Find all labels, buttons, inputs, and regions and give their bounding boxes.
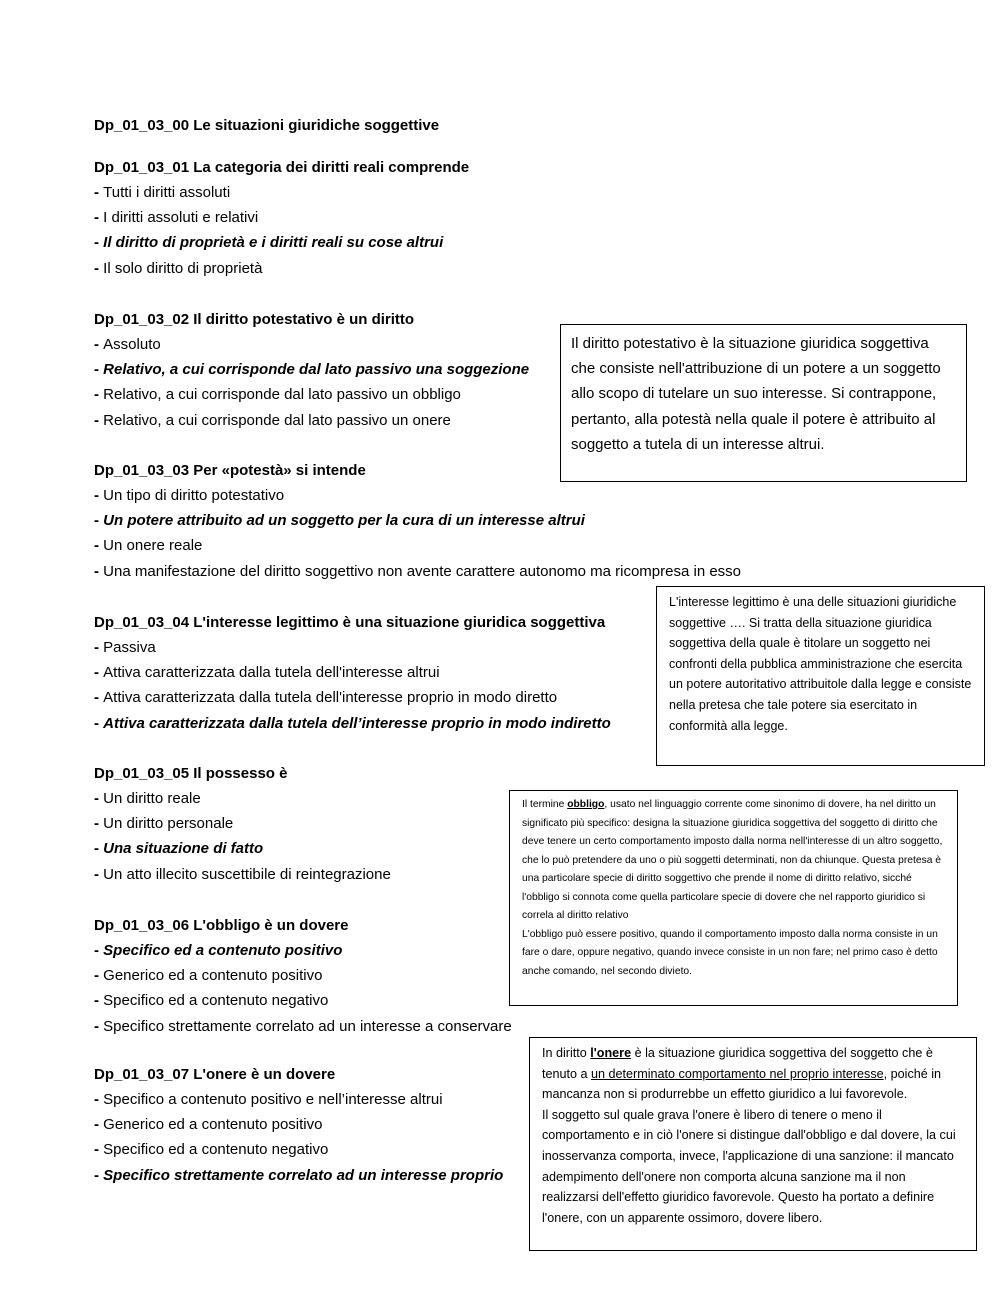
option-bullet: - bbox=[94, 1017, 104, 1035]
option-text: Attiva caratterizzata dalla tutela dell’interesse proprio in modo indiretto bbox=[103, 714, 611, 732]
option-bullet: - bbox=[94, 512, 104, 530]
question-heading: Dp_01_03_05 Il possesso è bbox=[94, 765, 288, 782]
answer-option bbox=[94, 483, 894, 508]
option-text: Specifico a contenuto positivo e nell’interesse altrui bbox=[103, 1091, 443, 1108]
note-term: l'onere bbox=[590, 1046, 632, 1060]
option-text: Assoluto bbox=[103, 336, 161, 353]
note-paragraph bbox=[522, 796, 945, 926]
question-heading: Dp_01_03_03 Per «potestà» si intende bbox=[94, 462, 366, 479]
note-text: , poiché in mancanza non si produrrebbe un effetto giuridico a lui favorevole. bbox=[542, 1066, 942, 1102]
note-text: Il diritto potestativo è la situazione giuridica soggettiva che consiste nell'attribuzione di un potere a un soggetto allo scopo di tutelare un suo interesse. Si contrappone, pertanto, alla potestà nella quale il potere è attribuito al soggetto a tutela di un interesse altrui. bbox=[571, 335, 941, 453]
note-paragraph: L'obbligo può essere positivo, quando il comportamento imposto dalla norma consiste in un fare o dare, oppure negativo, quando invece consiste in un non fare; nel primo caso è detto anche comando, nel secondo divieto. bbox=[522, 928, 938, 977]
answer-option bbox=[94, 1014, 894, 1039]
option-bullet: - bbox=[94, 336, 104, 353]
answer-option-correct bbox=[94, 230, 894, 255]
option-bullet: - bbox=[94, 562, 104, 580]
option-text: Un diritto personale bbox=[103, 815, 234, 833]
option-text: Relativo, a cui corrisponde dal lato passivo una soggezione bbox=[103, 361, 530, 379]
option-bullet: - bbox=[94, 865, 104, 883]
note-obbligo bbox=[509, 790, 958, 1006]
question-heading: Dp_01_03_06 L'obbligo è un dovere bbox=[94, 917, 349, 934]
option-bullet: - bbox=[94, 714, 104, 732]
option-bullet: - bbox=[94, 234, 104, 252]
option-bullet: - bbox=[94, 815, 104, 833]
option-bullet: - bbox=[94, 411, 104, 429]
option-bullet: - bbox=[94, 967, 104, 985]
option-text: Una manifestazione del diritto soggettivo non avente carattere autonomo ma ricompresa in esso bbox=[103, 562, 742, 580]
answer-option-correct bbox=[94, 508, 894, 533]
note-diritto-potestativo bbox=[560, 324, 967, 482]
option-bullet: - bbox=[94, 487, 104, 504]
option-text: Attiva caratterizzata dalla tutela dell'interesse proprio in modo diretto bbox=[103, 689, 558, 707]
option-text: Un atto illecito suscettibile di reintegrazione bbox=[103, 865, 391, 883]
answer-option bbox=[94, 256, 894, 281]
option-bullet: - bbox=[94, 361, 104, 379]
option-text: Specifico ed a contenuto negativo bbox=[103, 1141, 329, 1159]
note-text: L'interesse legittimo è una delle situazioni giuridiche soggettive …. Si tratta della situazione giuridica soggettiva della quale è titolare un soggetto nei confronti della pubblica amministrazione che esercita un potere autoritativo attribuitole dalla legge e consiste nella pretesa che tale potere sia esercitato in conformità alla legge. bbox=[669, 595, 972, 733]
answer-option bbox=[94, 180, 894, 205]
option-bullet: - bbox=[94, 1141, 104, 1159]
option-text: Specifico ed a contenuto negativo bbox=[103, 992, 329, 1010]
note-paragraph: Il soggetto sul quale grava l'onere è libero di tenere o meno il comportamento e in ciò l'onere si distingue dall'obbligo e dal dovere, la cui inosservanza comporta, invece, l'applicazione di una sanzione: il mancato adempimento dell'onere non comporta alcuna sanzione ma il non realizzarsi dell'effetto giuridico favorevole. Questo ha portato a definire l'onere, con un apparente ossimoro, dovere libero. bbox=[542, 1107, 956, 1225]
note-onere bbox=[529, 1037, 977, 1251]
option-text: Il solo diritto di proprietà bbox=[103, 259, 263, 277]
option-text: Specifico strettamente correlato ad un interesse a conservare bbox=[103, 1017, 512, 1035]
option-text: I diritti assoluti e relativi bbox=[103, 209, 259, 227]
option-bullet: - bbox=[94, 259, 104, 277]
option-bullet: - bbox=[94, 664, 104, 682]
question-block bbox=[94, 155, 894, 281]
option-bullet: - bbox=[94, 1116, 104, 1134]
note-term: obbligo bbox=[567, 799, 605, 810]
option-text: Un potere attribuito ad un soggetto per la cura di un interesse altrui bbox=[103, 512, 585, 530]
option-text: Tutti i diritti assoluti bbox=[103, 184, 231, 201]
option-bullet: - bbox=[94, 639, 104, 656]
option-text: Un onere reale bbox=[103, 537, 203, 555]
option-text: Il diritto di proprietà e i diritti reali su cose altrui bbox=[103, 234, 444, 252]
option-bullet: - bbox=[94, 790, 104, 807]
option-bullet: - bbox=[94, 689, 104, 707]
question-heading: Dp_01_03_07 L'onere è un dovere bbox=[94, 1066, 336, 1083]
option-text: Relativo, a cui corrisponde dal lato passivo un obbligo bbox=[103, 386, 461, 404]
option-text: Passiva bbox=[103, 639, 156, 656]
note-underlined-text: un determinato comportamento nel proprio interesse bbox=[591, 1066, 884, 1081]
note-interesse-legittimo bbox=[656, 586, 985, 766]
option-text: Attiva caratterizzata dalla tutela dell'interesse altrui bbox=[103, 664, 440, 682]
option-bullet: - bbox=[94, 537, 104, 555]
answer-option bbox=[94, 533, 894, 558]
option-text: Un diritto reale bbox=[103, 790, 201, 807]
option-bullet: - bbox=[94, 942, 104, 959]
option-bullet: - bbox=[94, 184, 104, 201]
option-bullet: - bbox=[94, 992, 104, 1010]
question-heading: Dp_01_03_04 L'interesse legittimo è una situazione giuridica soggettiva bbox=[94, 614, 606, 631]
option-bullet: - bbox=[94, 1166, 104, 1184]
option-text: Generico ed a contenuto positivo bbox=[103, 967, 323, 985]
option-text: Generico ed a contenuto positivo bbox=[103, 1116, 323, 1134]
question-heading: Dp_01_03_01 La categoria dei diritti reali comprende bbox=[94, 159, 470, 176]
note-text: In diritto bbox=[542, 1046, 591, 1060]
note-text: Il termine bbox=[522, 799, 568, 810]
note-text: è la situazione giuridica soggettiva del soggetto che è tenuto a bbox=[542, 1046, 933, 1081]
document-title: Dp_01_03_00 Le situazioni giuridiche soggettive bbox=[94, 117, 440, 134]
answer-option bbox=[94, 559, 894, 584]
note-text: , usato nel linguaggio corrente come sinonimo di dovere, ha nel diritto un significato più specifico: designa la situazione giuridica soggettiva del soggetto di diritto che deve tenere un certo comportamento imposto dalla norma nell'interesse di un altro soggetto, che lo può pretendere da uno o più soggetti determinati, non da chiunque. Questa pretesa è una particolare specie di diritto soggettivo che prende il nome di diritto relativo, sicché l'obbligo si connota come quella particolare specie di dovere che nel rapporto giuridico si correla al diritto relativo bbox=[522, 799, 943, 921]
option-text: Specifico strettamente correlato ad un interesse proprio bbox=[103, 1166, 504, 1184]
option-bullet: - bbox=[94, 1091, 104, 1108]
option-bullet: - bbox=[94, 386, 104, 404]
question-heading: Dp_01_03_02 Il diritto potestativo è un diritto bbox=[94, 311, 415, 328]
option-bullet: - bbox=[94, 840, 104, 858]
option-text: Una situazione di fatto bbox=[103, 840, 264, 858]
option-bullet: - bbox=[94, 209, 104, 227]
answer-option bbox=[94, 205, 894, 230]
option-text: Un tipo di diritto potestativo bbox=[103, 487, 285, 504]
note-paragraph bbox=[542, 1043, 964, 1105]
option-text: Specifico ed a contenuto positivo bbox=[103, 942, 343, 959]
option-text: Relativo, a cui corrisponde dal lato passivo un onere bbox=[103, 411, 451, 429]
